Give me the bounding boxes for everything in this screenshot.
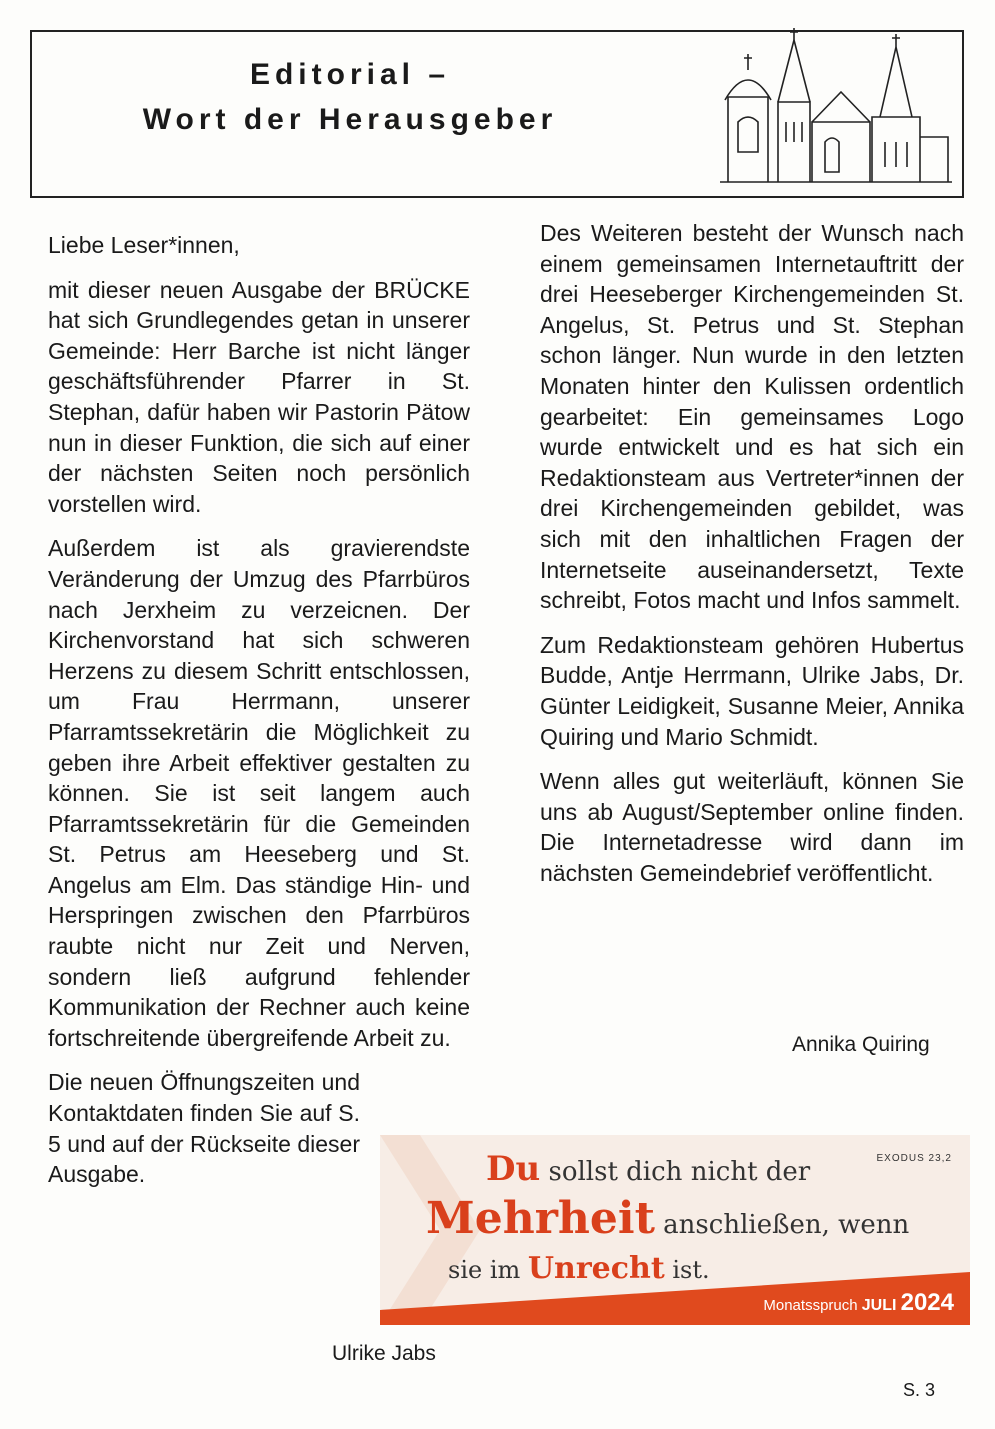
verse-text-4: ist. [664, 1256, 710, 1284]
greeting: Liebe Leser*innen, [48, 232, 240, 258]
verse-line-2 [426, 1193, 909, 1244]
verse-text-3: sie im [448, 1256, 528, 1284]
word-unrecht: Unrecht [527, 1251, 665, 1286]
monat-year: 2024 [900, 1289, 954, 1316]
word-mehrheit: Mehrheit [426, 1193, 655, 1244]
title-line-1: Editorial – [249, 58, 451, 91]
title-line-2: Wort der Herausgeber [142, 103, 558, 136]
right-paragraph-3: Wenn alles gut weiterläuft, können Sie uns ab August/September online finden. Die Internetadresse wird dann im nächsten Gemeindebrief veröffentlicht. [540, 768, 964, 886]
verse-text-1: sollst dich nicht der [540, 1157, 811, 1187]
verse-text-2: anschließen, wenn [654, 1210, 910, 1240]
verse-line-3 [448, 1251, 710, 1286]
right-paragraph-2: Zum Redaktionsteam gehören Hubertus Budde, Antje Herrmann, Ulrike Jabs, Dr. Günter Leidigkeit, Susanne Meier, Annika Quiring und Mario Schmidt. [540, 631, 964, 750]
monthly-verse-label [763, 1289, 954, 1317]
left-paragraph-1: mit dieser neuen Ausgabe der BRÜCKE hat sich Grundlegendes getan in unserer Gemeinde: Herr Barche ist nicht länger geschäftsführender Pfarrer in St. Stephan, dafür haben wir Pastorin Pätow nun in dieser Funktion, die sich auf einer der nächsten Seiten noch persönlich vorstellen wird. [48, 276, 470, 517]
verse-line-1 [486, 1149, 810, 1189]
monat-label: Monatsspruch [763, 1297, 858, 1314]
right-paragraph-1: Des Weiteren besteht der Wunsch nach einem gemeinsamen Internetauftritt der drei Heeseberger Kirchengemeinden St. Angelus, St. Petrus und St. Stephan schon länger. Nun wurde in den letzten Monaten hinter den Kulissen ordentlich gearbeitet: Ein gemeinsames Logo wurde entwickelt und es hat sich ein Redaktionsteam aus Vertreter*innen der drei Kirchengemeinden gebildet, was sich mit den inhaltlichen Fragen der Internetseite auseinandersetzt, Texte schreibt, Fotos macht und Infos sammelt. [540, 220, 964, 614]
page-number: S. 3 [903, 1380, 936, 1400]
left-paragraph-2: Außerdem ist als gravierendste Veränderung der Umzug des Pfarrbüros nach Jerxheim zu verzeicnen. Der Kirchenvorstand hat sich schweren Herzens zu diesem Schritt entschlossen, um Frau Herrmann, unserer Pfarramtssekretärin die Möglichkeit zu geben ihre Arbeit effektiver gestalten zu können. Sie ist seit langem auch Pfarramtssekretärin für die Gemeinden St. Petrus am Heeseberg und St. Angelus am Elm. Das ständige Hin- und Herspringen zwischen den Pfarrbüros raubte nicht nur Zeit und Nerven, sondern ließ aufgrund fehlender Kommunikation der Rechner auch keine fortschreitende übergreifende Arbeit zu. [48, 535, 470, 1051]
monat-month: JULI [861, 1297, 897, 1314]
word-du: Du [486, 1149, 541, 1189]
monthly-verse-banner [380, 1135, 970, 1325]
right-column [540, 218, 964, 902]
bible-reference: EXODUS 23,2 [876, 1153, 952, 1164]
left-column [48, 230, 470, 1204]
author-signature-right: Annika Quiring [792, 1033, 930, 1056]
church-illustration [720, 22, 952, 187]
left-paragraph-3: Die neuen Öffnungszeiten und Kontaktdaten finden Sie auf S. 5 und auf der Rückseite dieser Ausgabe. [48, 1069, 360, 1188]
author-signature-left: Ulrike Jabs [332, 1342, 436, 1365]
page-title [50, 52, 650, 142]
